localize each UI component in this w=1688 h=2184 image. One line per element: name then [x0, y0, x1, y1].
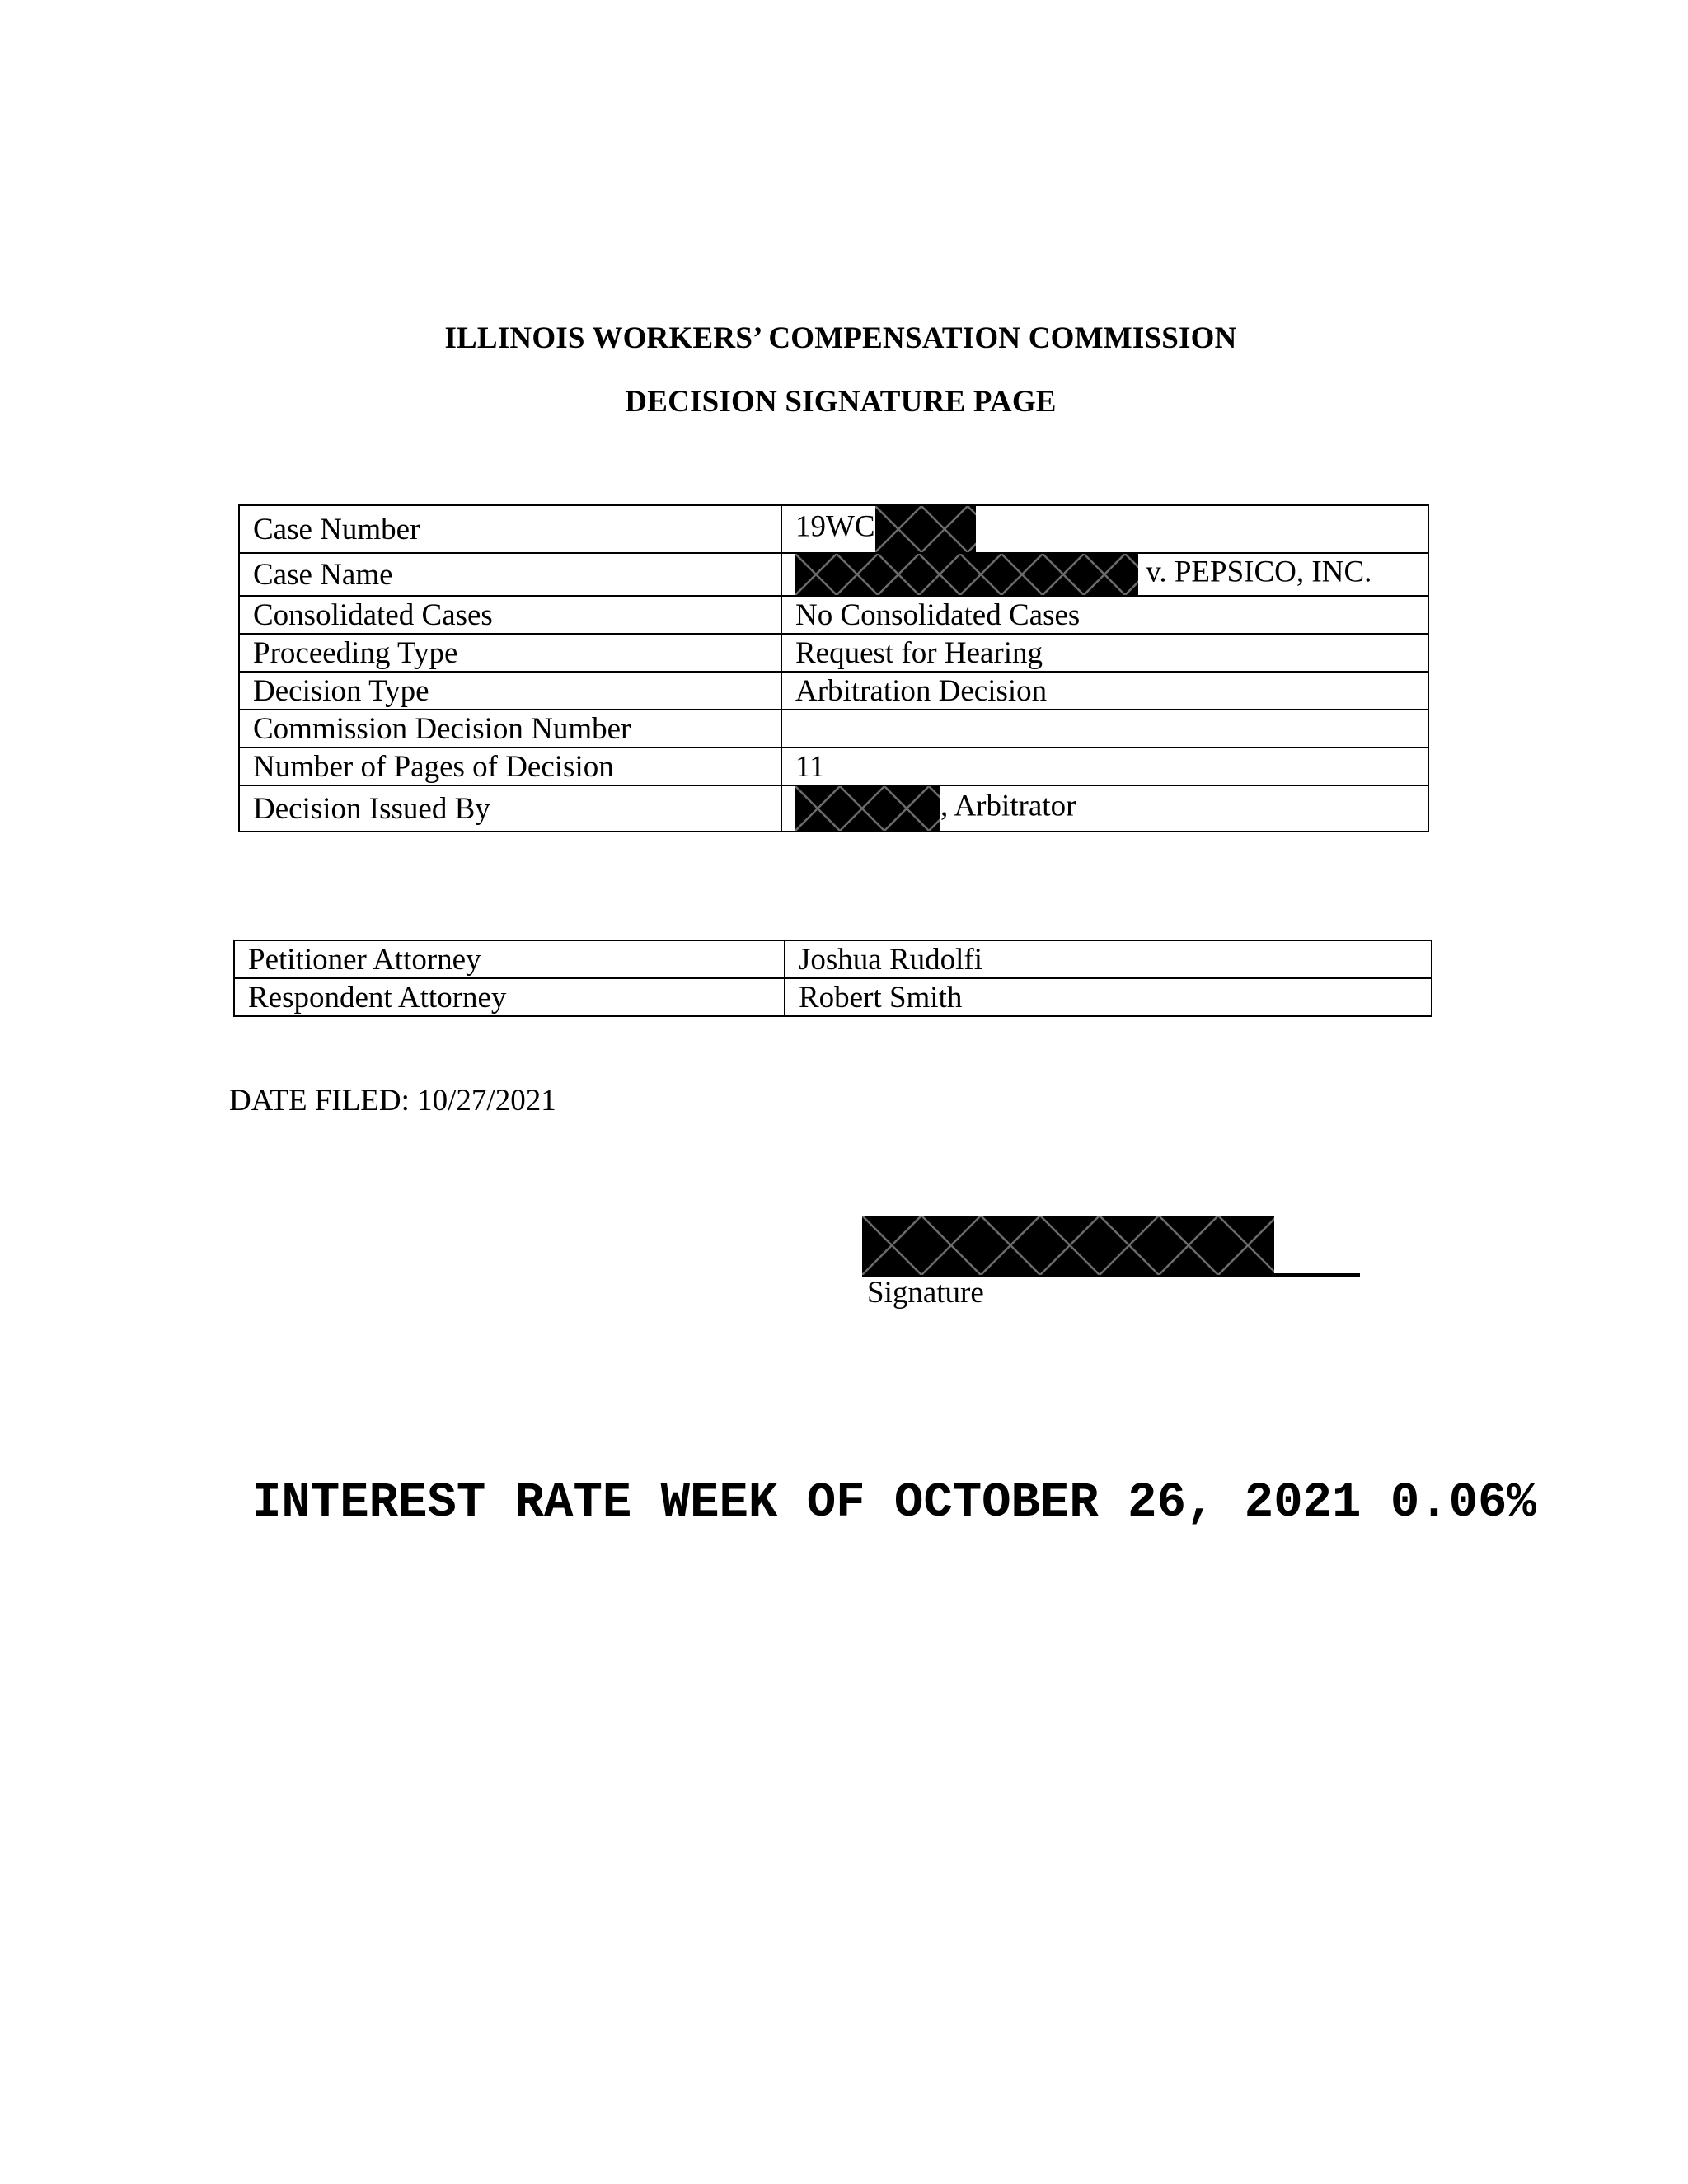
signature-redaction [862, 1216, 1274, 1275]
case-number-label: Case Number [239, 505, 781, 553]
attorney-table [233, 940, 1432, 1017]
table-row [239, 748, 1428, 785]
proceeding-type-value: Request for Hearing [781, 634, 1428, 672]
interest-rate-notice: INTEREST RATE WEEK OF OCTOBER 26, 2021 0.06% [252, 1475, 1536, 1530]
date-filed: DATE FILED: 10/27/2021 [229, 1084, 556, 1118]
petitioner-attorney-value: Joshua Rudolfi [785, 940, 1432, 978]
consolidated-cases-value: No Consolidated Cases [781, 596, 1428, 634]
redaction-block [795, 554, 1138, 595]
proceeding-type-label: Proceeding Type [239, 634, 781, 672]
table-row [239, 785, 1428, 832]
table-row [239, 672, 1428, 710]
table-row [239, 505, 1428, 553]
respondent-attorney-label: Respondent Attorney [234, 978, 785, 1016]
case-name-cell [781, 553, 1428, 596]
redaction-block [795, 786, 940, 831]
document-title: ILLINOIS WORKERS’ COMPENSATION COMMISSION [444, 321, 1237, 355]
table-row [239, 634, 1428, 672]
case-info-table [238, 504, 1429, 832]
table-row [239, 553, 1428, 596]
commission-decision-number-value [781, 710, 1428, 748]
signature-label: Signature [867, 1276, 984, 1310]
number-of-pages-value: 11 [781, 748, 1428, 785]
case-name-label: Case Name [239, 553, 781, 596]
decision-type-value: Arbitration Decision [781, 672, 1428, 710]
respondent-attorney-value: Robert Smith [785, 978, 1432, 1016]
case-number-value: 19WC [795, 509, 875, 544]
table-row [239, 596, 1428, 634]
decision-issued-by-label: Decision Issued By [239, 785, 781, 832]
number-of-pages-label: Number of Pages of Decision [239, 748, 781, 785]
commission-decision-number-label: Commission Decision Number [239, 710, 781, 748]
decision-type-label: Decision Type [239, 672, 781, 710]
petitioner-attorney-label: Petitioner Attorney [234, 940, 785, 978]
document-subtitle: DECISION SIGNATURE PAGE [625, 385, 1057, 419]
decision-issued-by-cell [781, 785, 1428, 832]
case-name-value: v. PEPSICO, INC. [1146, 555, 1372, 589]
case-number-cell [781, 505, 1428, 553]
redaction-block [875, 506, 976, 552]
table-row [234, 978, 1432, 1016]
table-row [239, 710, 1428, 748]
table-row [234, 940, 1432, 978]
consolidated-cases-label: Consolidated Cases [239, 596, 781, 634]
decision-issued-by-value: , Arbitrator [940, 789, 1076, 823]
